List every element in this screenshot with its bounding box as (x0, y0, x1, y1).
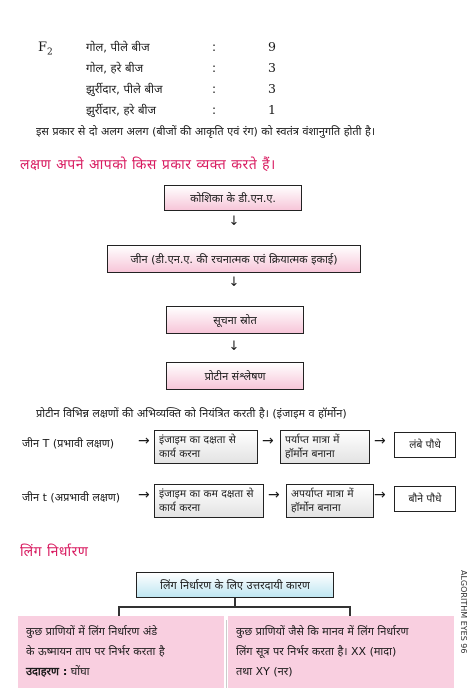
gene-t-result: बौने पौधे (394, 486, 456, 512)
connector-right (349, 606, 351, 616)
gene-T-step1: इंजाइम का दक्षता से कार्य करना (154, 430, 258, 464)
ratio-row-sep: : (212, 61, 217, 75)
ratio-row-value: 3 (268, 81, 276, 96)
gene-T-step2: पर्याप्त मात्रा में हॉर्मोन बनाना (280, 430, 370, 464)
ratio-row-label: गोल, हरे बीज (86, 61, 144, 75)
gene-t-label: जीन t (अप्रभावी लक्षण) (22, 491, 121, 504)
section-title-traits: लक्षण अपने आपको किस प्रकार व्यक्त करते हैं। (20, 157, 276, 173)
side-vertical-text: ALGORITHM EYES 96 (459, 570, 468, 654)
column-divider (226, 620, 227, 688)
f2-label: $F_2$ (38, 40, 53, 58)
ratio-row-value: 3 (268, 60, 276, 75)
flow-box-protein: प्रोटीन संश्लेषण (166, 362, 304, 390)
flow-arrow-down: ↓ (228, 339, 240, 354)
left-col-line2: के ऊष्मायन ताप पर निर्भर करता है (26, 645, 165, 658)
ratio-row-sep: : (212, 103, 217, 117)
flow-box-gene: जीन (डी.एन.ए. की रचनात्मक एवं क्रियात्मक इकाई) (107, 245, 361, 273)
sex-determination-box: लिंग निर्धारण के लिए उत्तरदायी कारण (136, 572, 334, 598)
flow-arrow-down: ↓ (228, 275, 240, 290)
inheritance-note: इस प्रकार से दो अलग अलग (बीजों की आकृति एवं रंग) को स्वतंत्र वंशानुगति होती है। (36, 125, 376, 138)
ratio-row-sep: : (212, 40, 217, 54)
connector-horizontal (118, 606, 350, 608)
right-col-line1: कुछ प्राणियों जैसे कि मानव में लिंग निर्धारण (236, 625, 409, 638)
flow-box-dna: कोशिका के डी.एन.ए. (164, 185, 302, 211)
gene-T-label: जीन T (प्रभावी लक्षण) (22, 437, 115, 450)
ratio-row-label: झुर्रीदार, पीले बीज (86, 82, 163, 96)
arrow-right-icon: → (138, 487, 150, 503)
arrow-right-icon: → (374, 433, 386, 449)
arrow-right-icon: → (138, 433, 150, 449)
gene-T-result: लंबे पौधे (394, 432, 456, 458)
arrow-right-icon: → (268, 487, 280, 503)
ratio-row-value: 1 (268, 102, 276, 117)
left-col-line1: कुछ प्राणियों में लिंग निर्धारण अंडे (26, 625, 158, 638)
flow-box-information: सूचना स्रोत (166, 306, 304, 334)
connector-vertical (234, 598, 236, 606)
example-label: उदाहरण : (26, 665, 68, 678)
gene-t-step2: अपर्याप्त मात्रा में हॉर्मोन बनाना (286, 484, 374, 518)
ratio-row-value: 9 (268, 39, 276, 54)
gene-t-step1: इंजाइम का कम दक्षता से कार्य करना (154, 484, 264, 518)
ratio-row-label: गोल, पीले बीज (86, 40, 150, 54)
flow-arrow-down: ↓ (228, 214, 240, 229)
ratio-row-sep: : (212, 82, 217, 96)
left-col-example (26, 662, 216, 682)
right-col-line3: तथा XY (नर) (236, 665, 293, 678)
arrow-right-icon: → (374, 487, 386, 503)
ratio-row-label: झुर्रीदार, हरे बीज (86, 103, 157, 117)
arrow-right-icon: → (262, 433, 274, 449)
right-column-box (228, 616, 454, 688)
example-value: घोंघा (70, 665, 90, 678)
connector-left (118, 606, 120, 616)
section-title-sex-determination: लिंग निर्धारण (20, 544, 89, 560)
right-col-line2: लिंग सूत्र पर निर्भर करता है। XX (मादा) (236, 645, 397, 658)
protein-note: प्रोटीन विभिन्न लक्षणों की अभिव्यक्ति को नियंत्रित करती है। (इंजाइम व हॉर्मोन) (36, 407, 347, 420)
left-column-box (18, 616, 224, 688)
